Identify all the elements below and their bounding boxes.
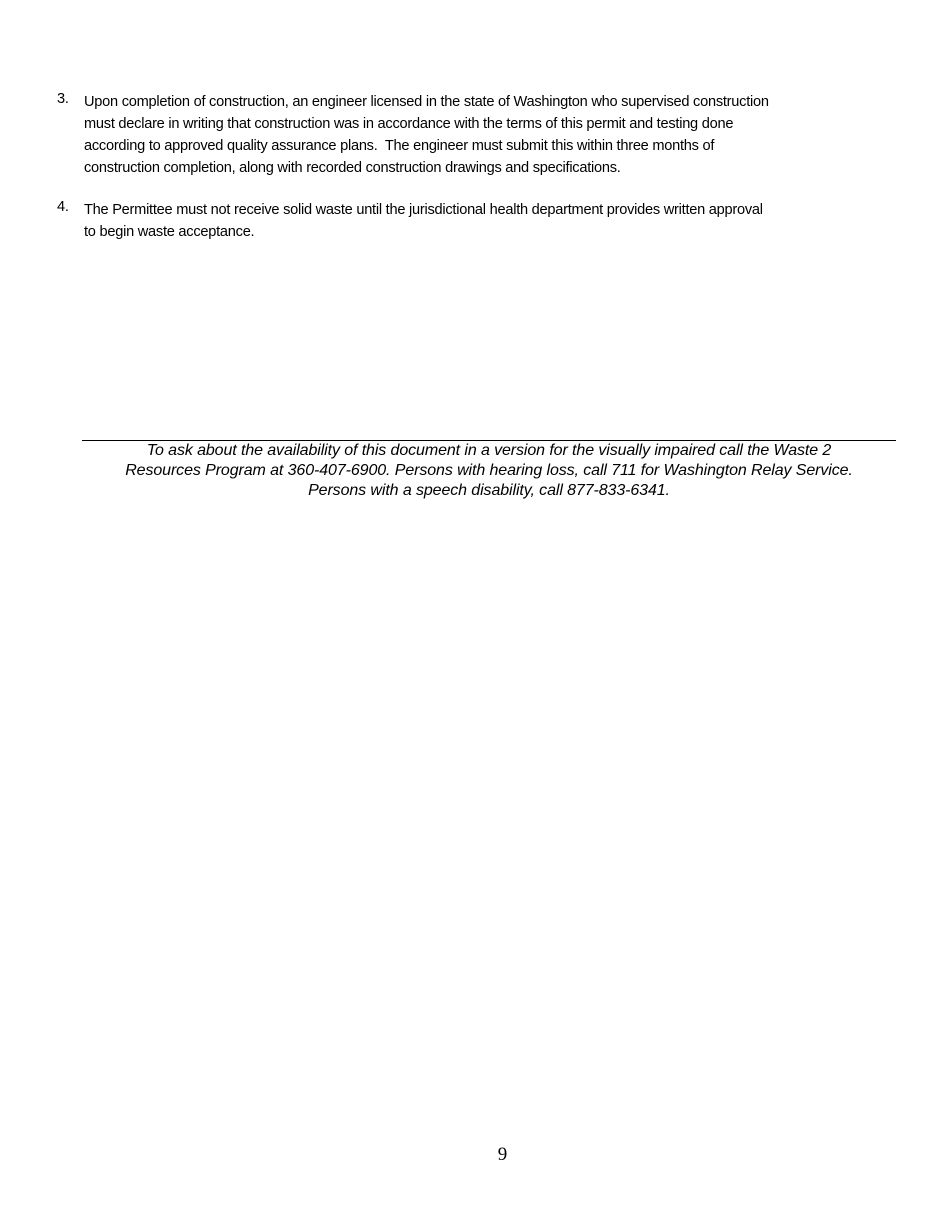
text-line: to begin waste acceptance. xyxy=(84,224,255,240)
accessibility-notice xyxy=(82,440,896,501)
notice-line: Persons with a speech disability, call 877-833-6341. xyxy=(308,482,670,499)
text-line: The Permittee must not receive solid waste until the jurisdictional health department provides written approval xyxy=(84,202,763,218)
list-item-text xyxy=(84,199,763,243)
text-line: must declare in writing that construction was in accordance with the terms of this permit and testing done xyxy=(84,116,734,132)
list-number: 3. xyxy=(57,91,69,107)
list-item-text xyxy=(84,91,769,179)
text-line: Upon completion of construction, an engineer licensed in the state of Washington who supervised construction xyxy=(84,94,769,110)
notice-line: To ask about the availability of this document in a version for the visually impaired call the Waste 2 xyxy=(146,442,832,459)
notice-line: Resources Program at 360-407-6900. Persons with hearing loss, call 711 for Washington Relay Service. xyxy=(125,462,853,479)
page-number: 9 xyxy=(497,1144,508,1165)
text-line: according to approved quality assurance plans. The engineer must submit this within three months of xyxy=(84,138,715,154)
list-number: 4. xyxy=(57,199,69,215)
text-line: construction completion, along with recorded construction drawings and specifications. xyxy=(84,160,621,176)
